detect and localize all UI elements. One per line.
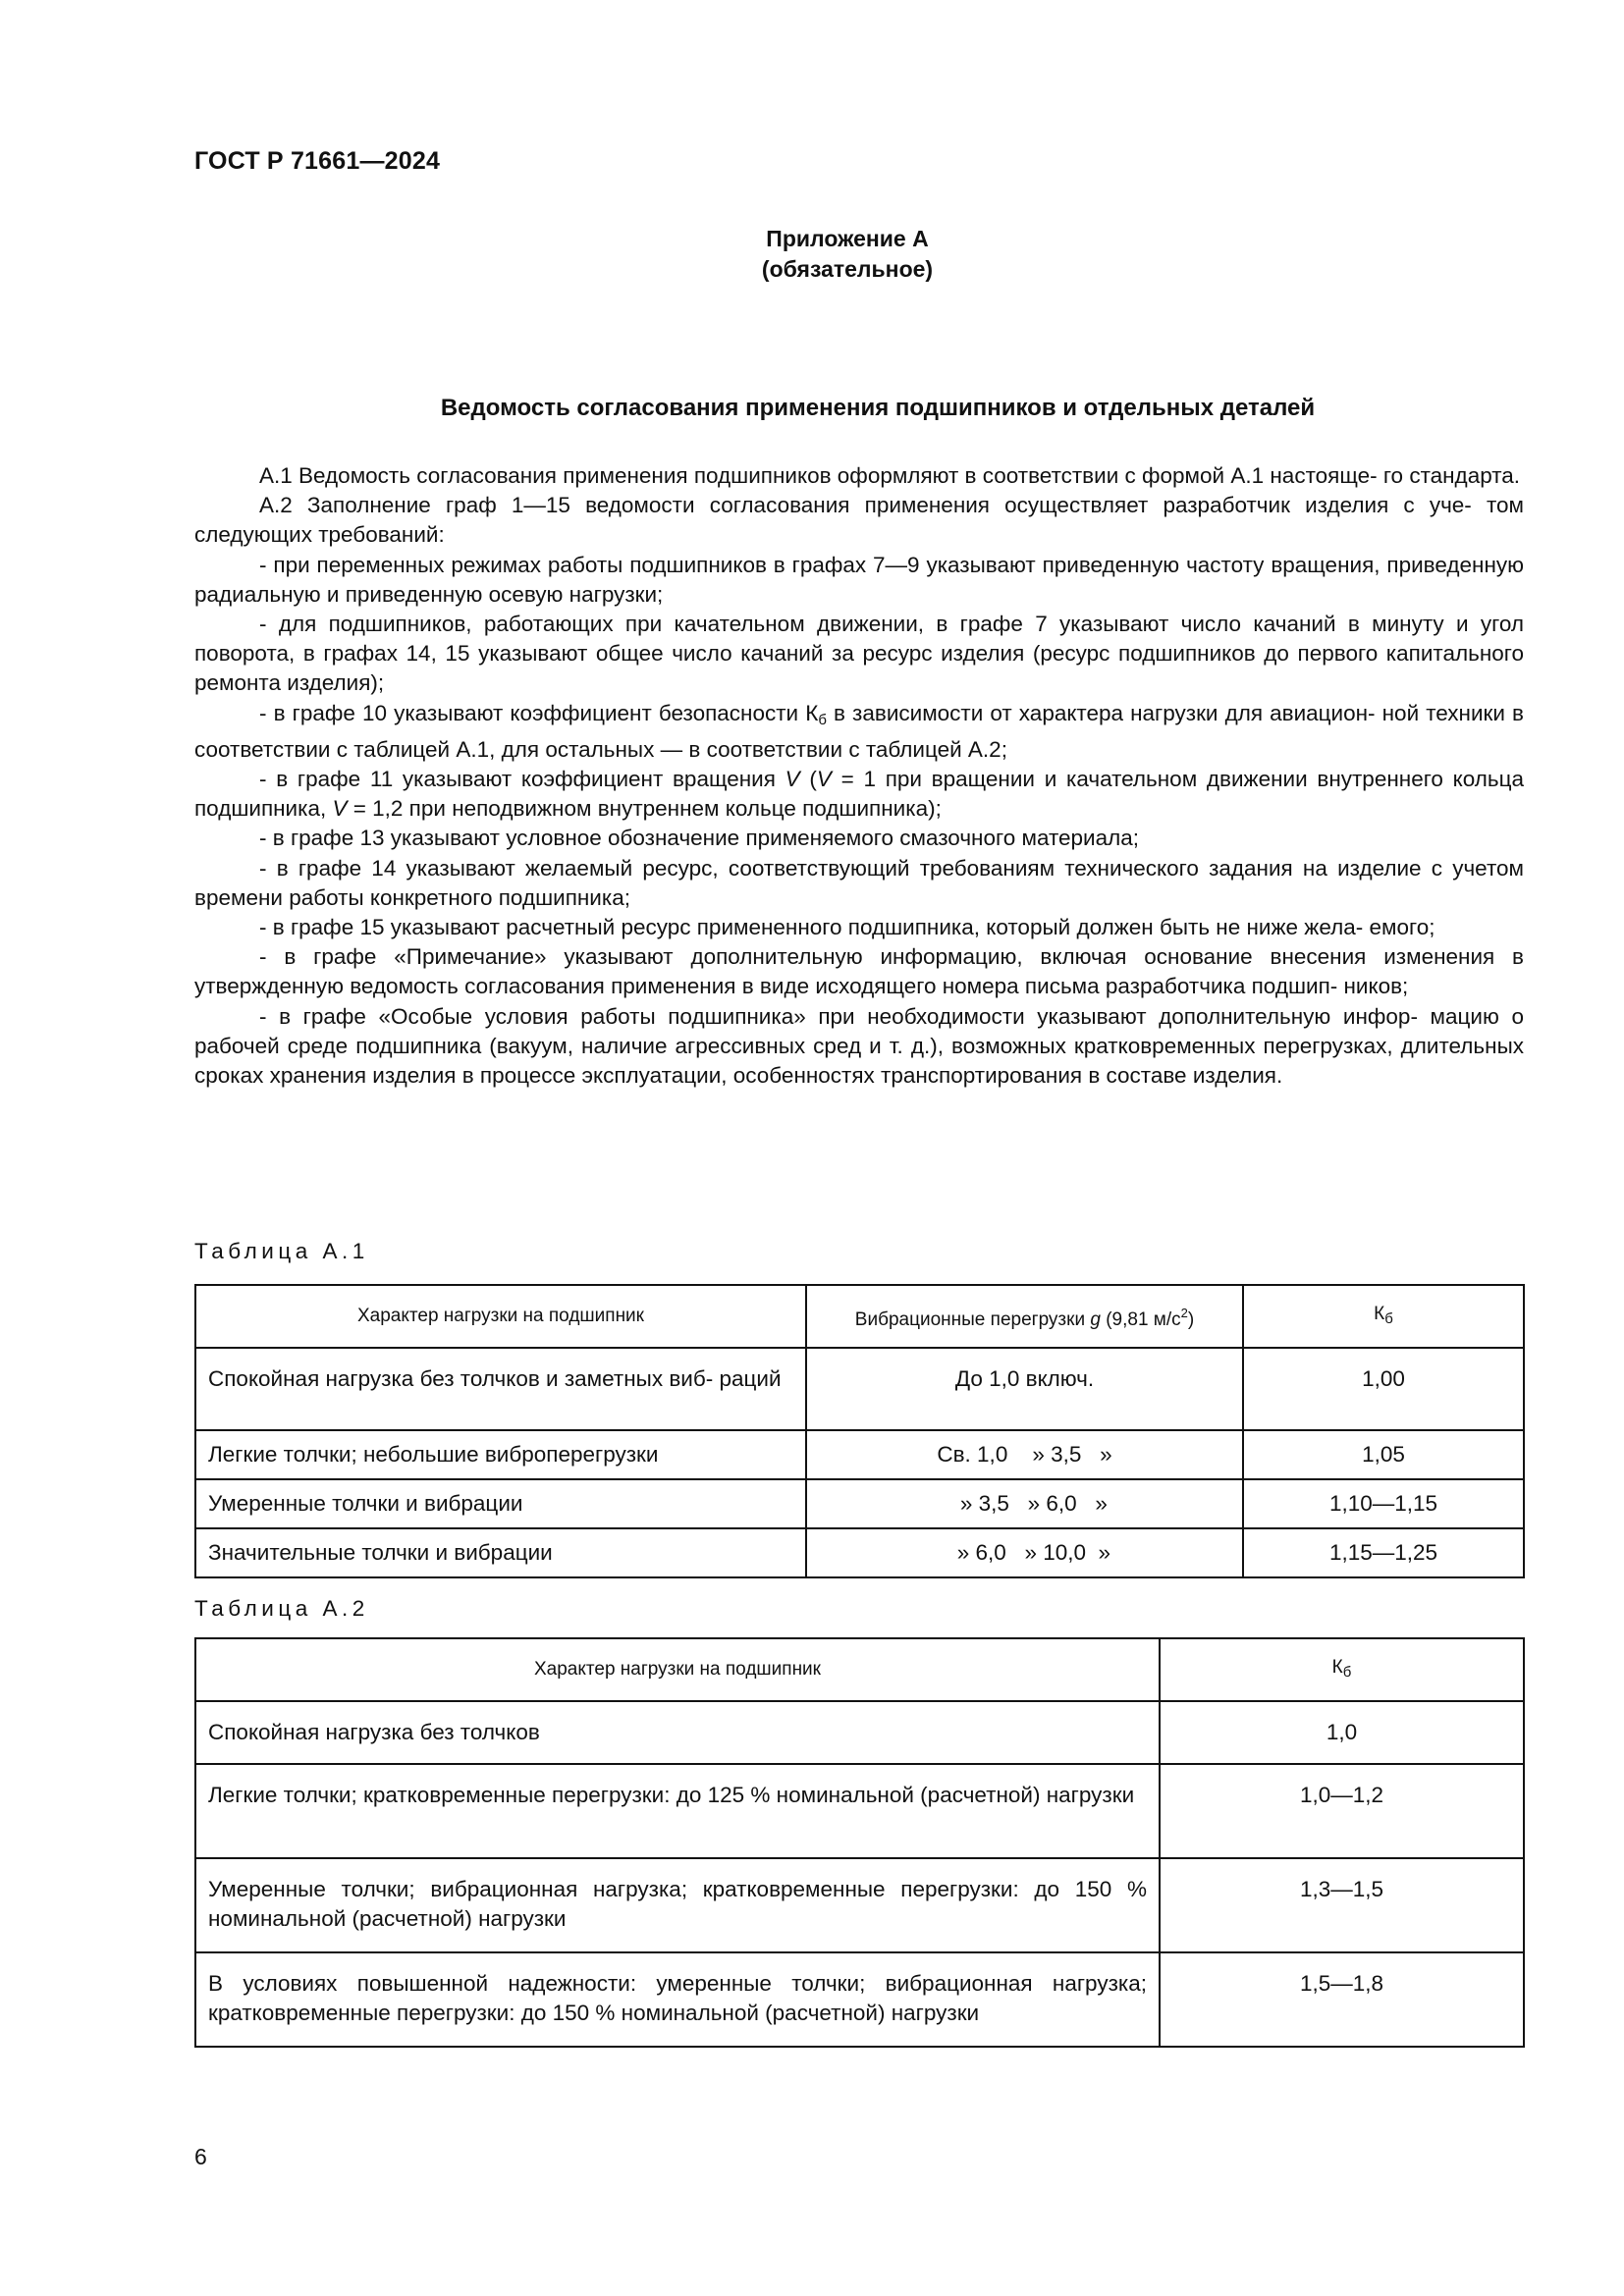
cell-load: Легкие толчки; небольшие виброперегрузки	[195, 1430, 806, 1479]
cell-load: Умеренные толчки и вибрации	[195, 1479, 806, 1528]
header-k	[1243, 1285, 1524, 1348]
cell-load: Умеренные толчки; вибрационная нагрузка; кратковременные перегрузки: до 150 % номинальной (расчетной) нагрузки	[195, 1858, 1160, 1952]
cell-k: 1,3—1,5	[1160, 1858, 1524, 1952]
header-text: (9,81 м/с	[1100, 1308, 1181, 1330]
paragraph-a2: А.2 Заполнение граф 1—15 ведомости согласования применения осуществляет разработчик изделия с уче- том следующих требований:	[194, 493, 1524, 548]
cell-load: Легкие толчки; кратковременные перегрузки: до 125 % номинальной (расчетной) нагрузки	[195, 1764, 1160, 1858]
appendix-heading	[0, 224, 1624, 285]
cell-vibration: » 6,0 » 10,0 »	[806, 1528, 1243, 1577]
list-item: - в графе 14 указывают желаемый ресурс, соответствующий требованиям технического задания на изделие с учетом времени работы конкретного подшипника;	[194, 855, 1524, 910]
appendix-title: Приложение А	[766, 226, 929, 251]
page-number: 6	[194, 2144, 207, 2169]
table-row	[195, 1952, 1524, 2047]
list-item-text: = 1 при вращении и качательном движении внутреннего кольца подшипника,	[194, 767, 1525, 822]
symbol-v: V	[785, 767, 800, 792]
symbol-v: V	[332, 796, 348, 822]
symbol-v: V	[816, 767, 832, 792]
header-text: К	[1331, 1656, 1343, 1678]
table-a1	[194, 1284, 1525, 1578]
body-text	[194, 461, 1524, 1091]
header-text: Вибрационные перегрузки	[854, 1308, 1091, 1330]
cell-load: Спокойная нагрузка без толчков	[195, 1701, 1160, 1764]
list-item-text: - в графе 11 указывают коэффициент вращения	[259, 767, 785, 792]
paragraph-a1: А.1 Ведомость согласования применения подшипников оформляют в соответствии с формой А.1 настояще- го стандарта.	[259, 463, 1521, 488]
cell-k: 1,0—1,2	[1160, 1764, 1524, 1858]
list-item: - при переменных режимах работы подшипников в графах 7—9 указывают приведенную частоту вращения, приведенную радиальную и приведенную осевую нагрузки;	[194, 552, 1524, 607]
document-code: ГОСТ Р 71661—2024	[194, 147, 441, 175]
section-title: Ведомость согласования применения подшипников и отдельных деталей	[440, 395, 1316, 421]
cell-k: 1,15—1,25	[1243, 1528, 1524, 1577]
header-vibration	[806, 1285, 1243, 1348]
cell-k: 1,00	[1243, 1348, 1524, 1430]
cell-vibration: До 1,0 включ.	[806, 1348, 1243, 1430]
superscript: 2	[1180, 1305, 1188, 1320]
list-item: - в графе 13 указывают условное обозначение применяемого смазочного материала;	[259, 826, 1140, 851]
table-a1-caption: Таблица А.1	[194, 1239, 369, 1263]
subscript: б	[818, 711, 827, 728]
cell-k: 1,10—1,15	[1243, 1479, 1524, 1528]
appendix-status: (обязательное)	[761, 256, 934, 282]
header-load: Характер нагрузки на подшипник	[195, 1285, 806, 1348]
cell-load: В условиях повышенной надежности: умеренные толчки; вибрационная нагрузка; кратковременные перегрузки: до 150 % номинальной (расчетной) нагрузки	[195, 1952, 1160, 2047]
list-item-text: = 1,2 при неподвижном внутреннем кольце подшипника);	[347, 796, 942, 822]
list-item: - в графе «Примечание» указывают дополнительную информацию, включая основание внесения изменения в утвержденную ведомость согласования применения в виде исходящего номера письма разработчика подшип- ников;	[194, 944, 1524, 999]
symbol-g: g	[1090, 1308, 1101, 1330]
cell-k: 1,0	[1160, 1701, 1524, 1764]
table-row	[195, 1479, 1524, 1528]
table-row	[195, 1528, 1524, 1577]
list-item	[194, 699, 1524, 765]
table-row	[195, 1858, 1524, 1952]
list-item: - для подшипников, работающих при качательном движении, в графе 7 указывают число качаний в минуту и угол поворота, в графах 14, 15 указывают общее число качаний за ресурс изделия (ресурс подшипников до первого капитального ремонта изделия);	[194, 612, 1524, 696]
list-item: - в графе 15 указывают расчетный ресурс примененного подшипника, который должен быть не ниже жела- емого;	[259, 915, 1435, 940]
header-load: Характер нагрузки на подшипник	[195, 1638, 1160, 1701]
table-row	[195, 1701, 1524, 1764]
subscript: б	[1384, 1309, 1393, 1327]
table-row	[195, 1348, 1524, 1430]
table-row	[195, 1764, 1524, 1858]
cell-load: Значительные толчки и вибрации	[195, 1528, 806, 1577]
subscript: б	[1342, 1663, 1352, 1681]
table-a2	[194, 1637, 1525, 2048]
list-item-text: (	[799, 767, 817, 792]
table-row	[195, 1430, 1524, 1479]
table-a2-caption: Таблица А.2	[194, 1596, 369, 1621]
table-header-row	[195, 1285, 1524, 1348]
list-item	[194, 765, 1524, 824]
cell-k: 1,5—1,8	[1160, 1952, 1524, 2047]
list-item-text: - в графе 10 указывают коэффициент безопасности К	[259, 700, 819, 725]
list-item-text: в зависимости от характера нагрузки для авиацион- ной техники в соответствии с таблицей А.1, для остальных — в соответствии с таблицей А.2;	[194, 700, 1524, 762]
header-text: К	[1374, 1303, 1385, 1324]
cell-vibration: Св. 1,0 » 3,5 »	[806, 1430, 1243, 1479]
list-item: - в графе «Особые условия работы подшипника» при необходимости указывают дополнительную инфор- мацию о рабочей среде подшипника (вакуум, наличие агрессивных сред и т. д.), возможных кратковременных перегрузках, длительных сроках хранения изделия в процессе эксплуатации, особенностях транспортирования в составе изделия.	[194, 1003, 1524, 1089]
header-k	[1160, 1638, 1524, 1701]
cell-k: 1,05	[1243, 1430, 1524, 1479]
cell-vibration: » 3,5 » 6,0 »	[806, 1479, 1243, 1528]
table-header-row	[195, 1638, 1524, 1701]
cell-load: Спокойная нагрузка без толчков и заметных виб- раций	[195, 1348, 806, 1430]
header-text: )	[1187, 1308, 1195, 1330]
